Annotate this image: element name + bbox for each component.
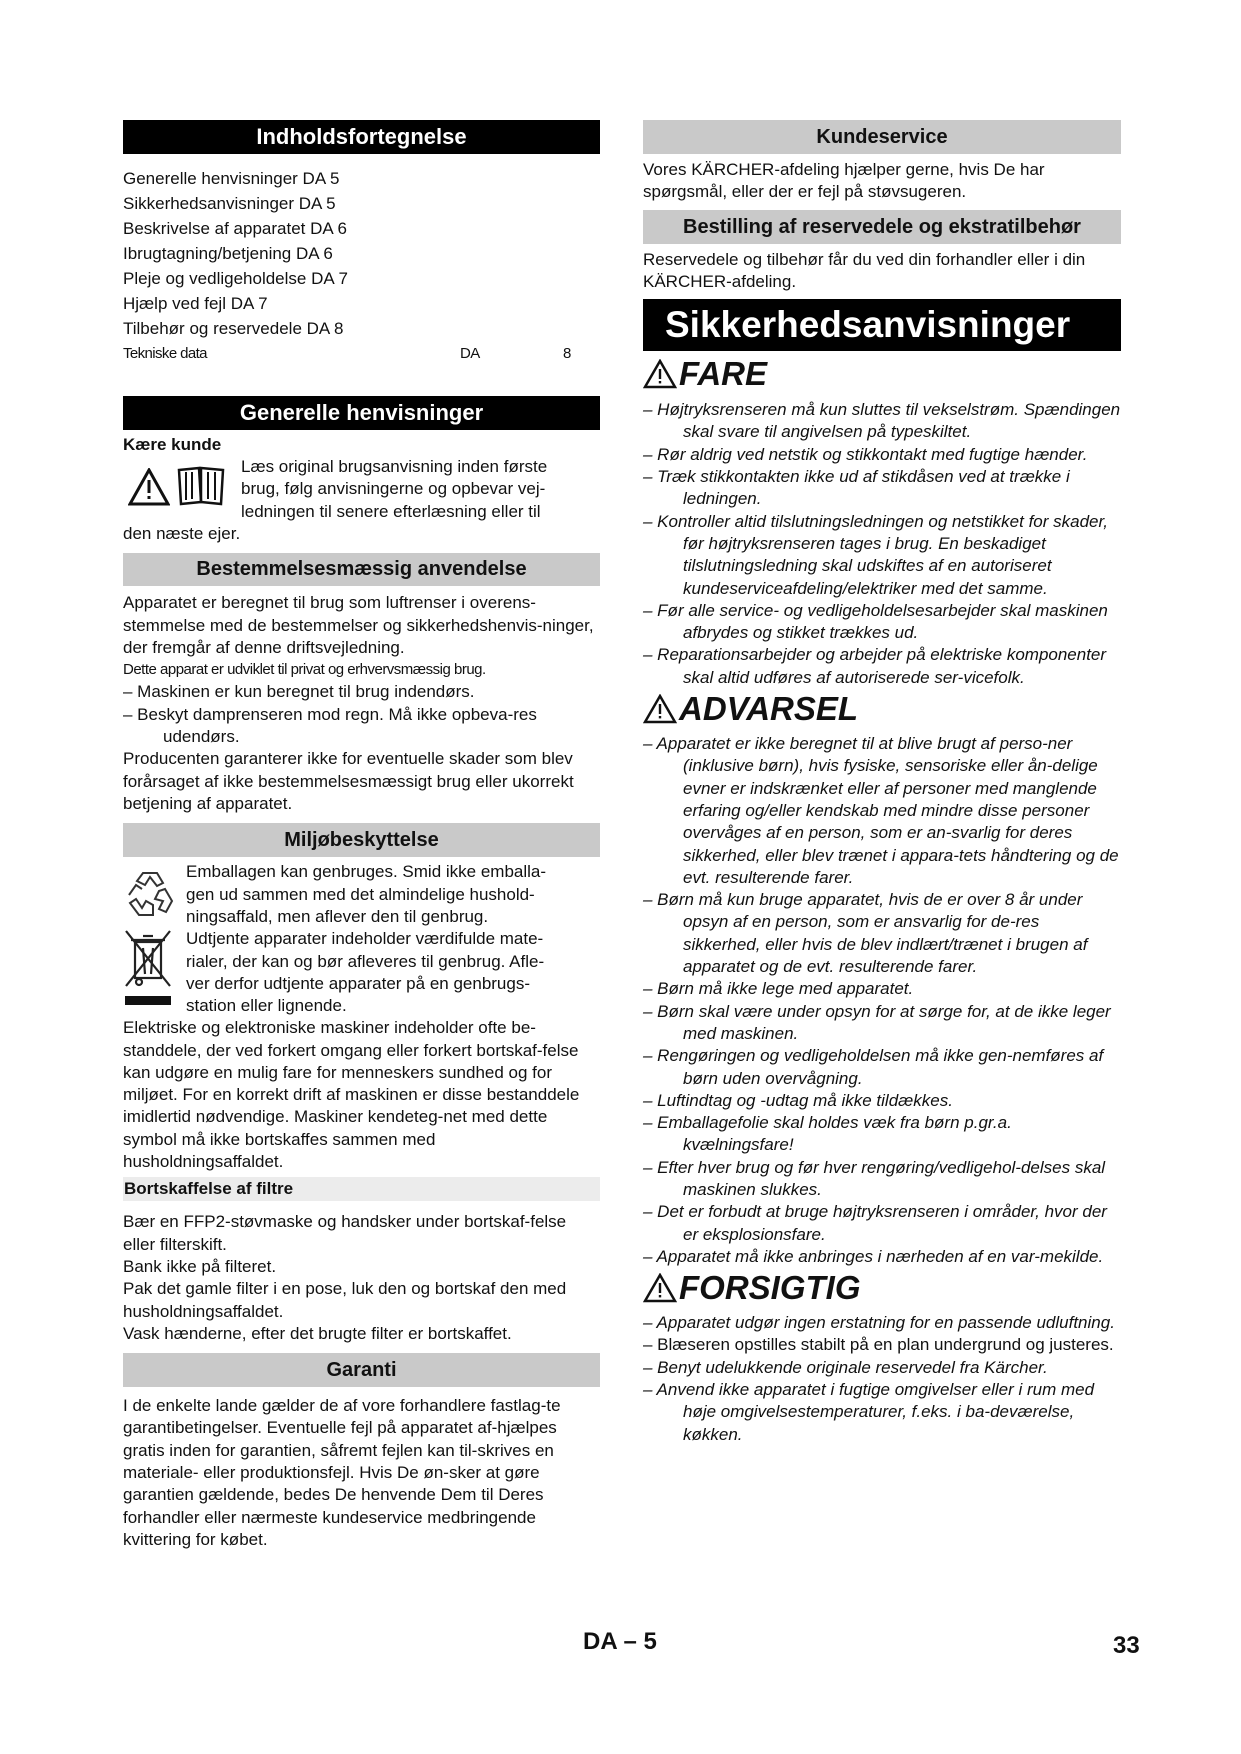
- filter-disposal-title: Bortskaffelse af filtre: [123, 1177, 600, 1201]
- warranty-title: Garanti: [123, 1353, 600, 1387]
- advarsel-item: – Apparatet må ikke anbringes i nærheden af en var-mekilde.: [643, 1246, 1104, 1266]
- weee-row: [123, 928, 600, 1017]
- warning-triangle-icon: [643, 694, 677, 724]
- weee-line: ver derfor udtjente apparater på en genbrugs-: [186, 973, 531, 993]
- intended-use-title: Bestemmelsesmæssig anvendelse: [123, 553, 600, 586]
- customer-service-title: Kundeservice: [643, 120, 1121, 154]
- intended-use-text: Apparatet er beregnet til brug som luftrenser i overens-stemmelse med de bestemmelser og sikkerhedshenvis-ninger, der fremgår af denne driftsvejledning.: [123, 593, 594, 657]
- read-manual-tail: den næste ejer.: [123, 524, 241, 543]
- toc-list: [123, 166, 600, 366]
- toc-entry[interactable]: Hjælp ved fejl DA 7: [123, 294, 268, 313]
- fare-item: – Rør aldrig ved netstik og stikkontakt med fugtige hænder.: [643, 444, 1088, 464]
- forsigtig-item: – Anvend ikke apparatet i fugtige omgivelser eller i rum med høje omgivelsestemperaturer, f.eks. i ba-deværelse, køkken.: [643, 1380, 1095, 1444]
- warning-triangle-icon: [128, 468, 170, 506]
- read-manual-row: [123, 456, 600, 523]
- advarsel-item: – Emballagefolie skal holdes væk fra børn p.gr.a. kvælningsfare!: [643, 1113, 1012, 1155]
- parts-order-text: Reservedele og tilbehør får du ved din forhandler eller i din KÄRCHER-afdeling.: [643, 249, 1086, 291]
- advarsel-item: – Rengøringen og vedligeholdelsen må ikke gen-nemføres af børn uden overvågning.: [643, 1046, 1104, 1088]
- read-manual-line: brug, følg anvisningerne og opbevar vej-: [241, 479, 546, 499]
- filter-disposal-line: Bank ikke på filteret.: [123, 1256, 277, 1276]
- fare-item: – Reparationsarbejder og arbejder på elektriske komponenter skal altid udføres af autoriserede ser-vicefolk.: [643, 645, 1107, 687]
- list-item: – Beskyt damprenseren mod regn. Må ikke opbeva-res udendørs.: [123, 704, 537, 747]
- toc-entry[interactable]: Tilbehør og reservedele DA 8: [123, 319, 344, 338]
- toc-entry-last[interactable]: [123, 341, 600, 366]
- fare-item: – Før alle service- og vedligeholdelsesarbejder skal maskinen afbrydes og stikket trækkes ud.: [643, 600, 1108, 643]
- left-column: [123, 120, 600, 1551]
- crossed-bin-icon: [123, 928, 173, 1008]
- forsigtig-item: – Blæseren opstilles stabilt på en plan undergrund og justeres.: [643, 1335, 1114, 1355]
- warning-triangle-icon: [643, 1273, 677, 1303]
- general-title: Generelle henvisninger: [123, 396, 600, 430]
- electronics-text: Elektriske og elektroniske maskiner indeholder ofte be-standdele, der ved forkert omgang eller forkert bortskaf-felse kan udgøre en mulig fare for menneskers sundhed og for miljøet. For en korrekt drift af maskinen er disse bestanddele imidlertid nødvendige. Maskiner kendeteg-net med dette symbol må ikke bortskaffes sammen med husholdningsaffaldet.: [123, 1018, 580, 1172]
- fare-heading: [643, 354, 1121, 394]
- filter-disposal-line: Vask hænderne, efter det brugte filter er bortskaffet.: [123, 1323, 512, 1343]
- manual-book-icon: [175, 464, 227, 506]
- parts-order-title: Bestilling af reservedele og ekstratilbehør: [643, 210, 1121, 244]
- filter-disposal-line: Pak det gamle filter i en pose, luk den og bortskaf den med husholdningsaffaldet.: [123, 1279, 567, 1321]
- warranty-text: I de enkelte lande gælder de af vore forhandlere fastlag-te garantibetingelser. Eventuelle fejl på apparatet af-hjælpes gratis inden for garantien, såfremt fejlen kan til-skrives en materiale- eller produktionsfejl. Hvis De øn-sker at gøre garantien gældende, bedes De henvende Dem til Deres forhandler eller nærmeste kundeservice medbringende kvittering for købet.: [123, 1396, 561, 1549]
- filter-disposal-line: Bær en FFP2-støvmaske og handsker under bortskaf-felse eller filterskift.: [123, 1212, 567, 1254]
- advarsel-heading: [643, 689, 1121, 729]
- safety-title: Sikkerhedsanvisninger: [643, 299, 1121, 351]
- weee-line: rialer, der kan og bør afleveres til genbrug. Afle-: [186, 951, 545, 971]
- recycle-line: gen ud sammen med det almindelige hushold-: [186, 884, 535, 904]
- advarsel-item: – Børn må ikke lege med apparatet.: [643, 979, 914, 999]
- fare-item: – Højtryksrenseren må kun sluttes til vekselstrøm. Spændingen skal svare til angivelsen på typeskiltet.: [643, 400, 1121, 442]
- toc-entry[interactable]: Generelle henvisninger DA 5: [123, 169, 340, 188]
- recycle-icon: [123, 867, 177, 919]
- warning-triangle-icon: [643, 359, 677, 389]
- forsigtig-item: – Benyt udelukkende originale reservedel fra Kärcher.: [643, 1357, 1048, 1377]
- recycle-line: Emballagen kan genbruges. Smid ikke emballa-: [186, 862, 547, 882]
- weee-line: Udtjente apparater indeholder værdifulde mate-: [186, 929, 544, 949]
- footer-section: DA – 5: [583, 1628, 657, 1655]
- customer-service-text: Vores KÄRCHER-afdeling hjælper gerne, hvis De har spørgsmål, eller der er fejl på støvsugeren.: [643, 160, 1045, 202]
- recycle-line: ningsaffald, men aflever den til genbrug.: [186, 906, 489, 926]
- forsigtig-label: FORSIGTIG: [679, 1269, 861, 1307]
- toc-entry[interactable]: Ibrugtagning/betjening DA 6: [123, 244, 333, 263]
- advarsel-item: – Børn skal være under opsyn for at sørge for, at de ikke leger med maskinen.: [643, 1001, 1111, 1043]
- intended-use-scope: Dette apparat er udviklet til privat og erhvervsmæssig brug.: [123, 661, 486, 679]
- environment-title: Miljøbeskyttelse: [123, 823, 600, 857]
- read-manual-line: ledningen til senere efterlæsning eller til: [241, 501, 541, 521]
- footer-page-number: 33: [1113, 1632, 1140, 1659]
- advarsel-label: ADVARSEL: [679, 690, 859, 728]
- read-manual-line: Læs original brugsanvisning inden første: [241, 457, 548, 476]
- advarsel-item: – Apparatet er ikke beregnet til at blive brugt af perso-ner (inklusive børn), hvis fysiske, sensoriske eller ån-delige evner er indskrænket eller af personer med manglende erfaring og/eller kendskab med mindre disse personer overvåges af en person, som er an-svarlig for deres sikkerhed, eller blev trænet i appara-tets håndtering og de evt. resulterende farer.: [643, 734, 1119, 887]
- list-item: – Maskinen er kun beregnet til brug indendørs.: [123, 682, 475, 702]
- toc-entry-label: Tekniske data: [123, 345, 207, 362]
- toc-entry-page: 8: [563, 345, 571, 362]
- toc-entry-lang: DA: [460, 345, 480, 362]
- fare-label: FARE: [679, 355, 768, 393]
- toc-title: Indholdsfortegnelse: [123, 120, 600, 154]
- toc-entry[interactable]: Beskrivelse af apparatet DA 6: [123, 219, 347, 238]
- dear-customer: Kære kunde: [123, 435, 222, 454]
- forsigtig-item: – Apparatet udgør ingen erstatning for en passende udluftning.: [643, 1313, 1115, 1333]
- weee-line: station eller lignende.: [186, 996, 347, 1016]
- advarsel-item: – Efter hver brug og før hver rengøring/vedligehol-delses skal maskinen slukkes.: [643, 1157, 1106, 1199]
- advarsel-item: – Det er forbudt at bruge højtryksrenseren i områder, hvor der er eksplosionsfare.: [643, 1202, 1107, 1244]
- fare-item: – Kontroller altid tilslutningsledningen og netstikket for skader, før højtryksrenseren tages i brug. En beskadiget tilslutningsledning skal udskiftes af en autoriseret kundeserviceafdeling/elektriker med det samme.: [643, 511, 1108, 598]
- toc-entry[interactable]: Sikkerhedsanvisninger DA 5: [123, 194, 336, 213]
- intended-use-liability: Producenten garanterer ikke for eventuelle skader som blev forårsaget af ikke bestemmelsesmæssigt brug eller ukorrekt betjening af apparatet.: [123, 749, 574, 813]
- forsigtig-heading: [643, 1268, 1121, 1308]
- advarsel-item: – Børn må kun bruge apparatet, hvis de er over 8 år under opsyn af en person, som er ansvarlig for de-res sikkerhed, eller hvis de blev indlært/trænet i brugen af apparatet og de evt. resulterende farer.: [643, 890, 1088, 977]
- recycle-row: [123, 861, 600, 928]
- fare-item: – Træk stikkontakten ikke ud af stikdåsen ved at trække i ledningen.: [643, 467, 1070, 509]
- advarsel-item: – Luftindtag og -udtag må ikke tildækkes.: [643, 1090, 953, 1110]
- toc-entry[interactable]: Pleje og vedligeholdelse DA 7: [123, 269, 348, 288]
- right-column: [643, 120, 1121, 1446]
